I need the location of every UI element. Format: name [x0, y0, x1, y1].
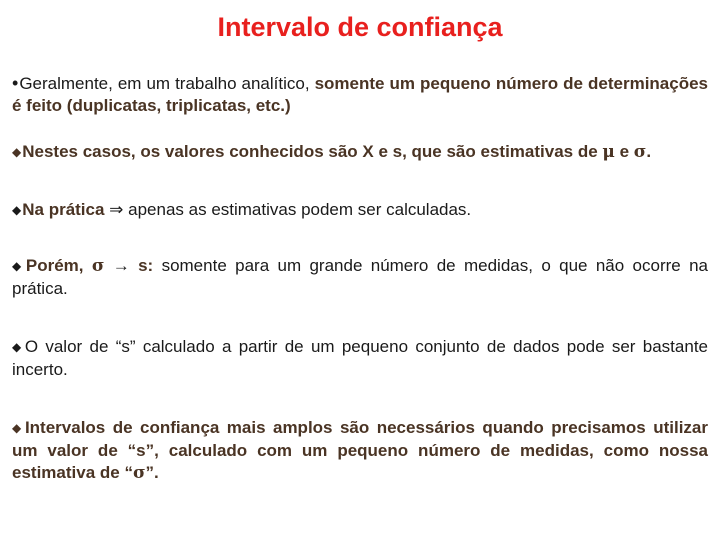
paragraph-1	[12, 72, 708, 117]
p5-text-a: O valor de “s” calculado a partir de um pequeno conjunto de dados pode ser bastante incerto.	[12, 337, 708, 379]
diamond-bullet-icon: ◆	[12, 259, 25, 273]
paragraph-4	[12, 255, 708, 300]
bullet-dot-icon: •	[12, 73, 19, 93]
p2-text-c: .	[646, 142, 652, 161]
p6-text-a: Intervalos de confiança mais amplos são necessários quando precisamos utilizar um valor de “s”, calculado com um pequeno número de medidas, como nossa estimativa de “	[12, 418, 708, 482]
paragraph-2	[12, 141, 708, 164]
diamond-bullet-icon: ◆	[12, 203, 22, 217]
p2-text-b: e	[614, 142, 634, 161]
p3-text-a: Na prática	[22, 200, 110, 219]
implies-arrow-icon: ⇒	[109, 200, 124, 219]
slide-body	[12, 72, 708, 484]
paragraph-6	[12, 417, 708, 484]
p4-text-c: somente para um grande número de medidas, o que não ocorre na prática.	[12, 256, 708, 298]
diamond-bullet-icon: ◆	[12, 145, 22, 159]
diamond-bullet-icon: ◆	[12, 421, 24, 435]
mu-symbol: μ	[602, 142, 615, 162]
right-arrow-icon: →	[104, 256, 139, 275]
p3-text-b: apenas as estimativas podem ser calculadas.	[123, 200, 472, 219]
diamond-bullet-icon: ◆	[12, 340, 24, 354]
p2-text-a: Nestes casos, os valores conhecidos são X e s, que são estimativas de	[22, 142, 603, 161]
sigma-symbol: σ	[633, 142, 647, 162]
paragraph-3	[12, 199, 708, 222]
sigma-symbol: σ	[132, 463, 146, 483]
p1-text-b: somente um pequeno número de determinações é feito (duplicatas, triplicatas, etc.)	[12, 74, 708, 115]
page-title: Intervalo de confiança	[217, 12, 503, 42]
p1-text-a: Geralmente, em um trabalho analítico,	[19, 74, 315, 93]
p4-text-a: Porém,	[25, 256, 92, 275]
paragraph-5	[12, 336, 708, 381]
sigma-symbol: σ	[91, 256, 105, 276]
p6-text-b: ”.	[145, 463, 159, 482]
p4-text-b: s:	[138, 256, 154, 275]
